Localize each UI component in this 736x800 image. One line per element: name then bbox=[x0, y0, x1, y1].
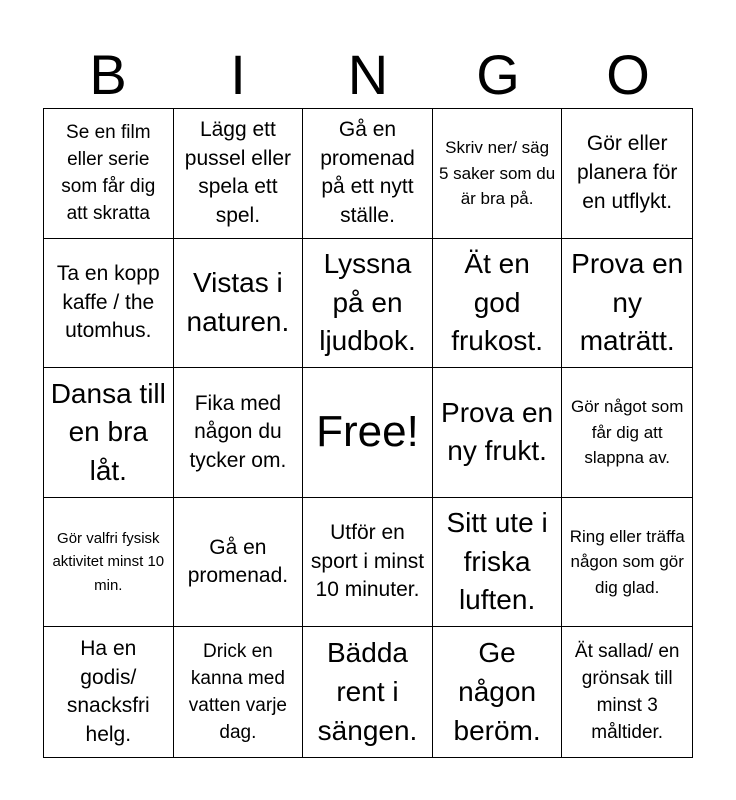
cell-text: Gör eller planera för en utflykt. bbox=[576, 132, 678, 213]
bingo-cell-7[interactable] bbox=[174, 239, 304, 369]
bingo-cell-16[interactable] bbox=[44, 498, 174, 628]
cell-text: Lyssna på en ljudbok. bbox=[319, 247, 416, 357]
bingo-cell-4[interactable] bbox=[433, 109, 563, 239]
bingo-cell-23[interactable] bbox=[303, 627, 433, 757]
bingo-cell-15[interactable] bbox=[562, 368, 692, 498]
cell-text: Prova en ny maträtt. bbox=[571, 247, 684, 357]
header-letter-n: N bbox=[347, 43, 389, 106]
bingo-cell-19[interactable] bbox=[433, 498, 563, 628]
header-letter-b: B bbox=[89, 43, 127, 106]
cell-text: Gå en promenad. bbox=[187, 535, 289, 588]
bingo-header bbox=[43, 42, 693, 108]
bingo-cell-20[interactable] bbox=[562, 498, 692, 628]
cell-text: Ta en kopp kaffe / the utomhus. bbox=[56, 262, 160, 343]
cell-text: Fika med någon du tycker om. bbox=[189, 391, 287, 472]
bingo-cell-1[interactable] bbox=[44, 109, 174, 239]
bingo-cell-22[interactable] bbox=[174, 627, 304, 757]
bingo-cell-21[interactable] bbox=[44, 627, 174, 757]
cell-text: Gå en promenad på ett nytt ställe. bbox=[320, 118, 415, 227]
cell-text: Ring eller träffa någon som gör dig glad. bbox=[569, 526, 685, 597]
header-letter-i: I bbox=[230, 43, 246, 106]
cell-text: Utför en sport i minst 10 minuter. bbox=[310, 521, 425, 602]
bingo-cell-25[interactable] bbox=[562, 627, 692, 757]
cell-text: Sitt ute i friska luften. bbox=[446, 507, 548, 616]
cell-text: Skriv ner/ säg 5 saker som du är bra på. bbox=[438, 138, 556, 209]
cell-text: Se en film eller serie som får dig att skratta bbox=[61, 121, 156, 225]
cell-text: Gör valfri fysisk aktivitet minst 10 min. bbox=[52, 530, 165, 594]
header-letter-g: G bbox=[476, 43, 520, 106]
cell-text: Gör något som får dig att slappna av. bbox=[570, 397, 684, 468]
bingo-cell-8[interactable] bbox=[303, 239, 433, 369]
bingo-cell-10[interactable] bbox=[562, 239, 692, 369]
bingo-cell-5[interactable] bbox=[562, 109, 692, 239]
bingo-cell-12[interactable] bbox=[174, 368, 304, 498]
cell-text: Bädda rent i sängen. bbox=[317, 637, 418, 746]
cell-text: Ät sallad/ en grönsak till minst 3 måltider. bbox=[574, 640, 680, 744]
bingo-cell-17[interactable] bbox=[174, 498, 304, 628]
cell-text: Drick en kanna med vatten varje dag. bbox=[188, 640, 287, 744]
header-letter-o: O bbox=[606, 43, 650, 106]
cell-text: Ge någon beröm. bbox=[453, 637, 541, 746]
bingo-cell-24[interactable] bbox=[433, 627, 563, 757]
cell-text: Vistas i naturen. bbox=[186, 267, 290, 337]
bingo-cell-2[interactable] bbox=[174, 109, 304, 239]
bingo-cell-9[interactable] bbox=[433, 239, 563, 369]
cell-text: Ha en godis/ snacksfri helg. bbox=[66, 637, 150, 746]
cell-text: Ät en god frukost. bbox=[451, 247, 543, 357]
cell-text: Dansa till en bra låt. bbox=[50, 377, 166, 486]
cell-text: Prova en ny frukt. bbox=[441, 396, 554, 467]
free-space-text: Free! bbox=[316, 407, 419, 457]
cell-text: Lägg ett pussel eller spela ett spel. bbox=[184, 118, 291, 227]
bingo-cell-6[interactable] bbox=[44, 239, 174, 369]
bingo-cell-11[interactable] bbox=[44, 368, 174, 498]
bingo-cell-3[interactable] bbox=[303, 109, 433, 239]
bingo-cell-18[interactable] bbox=[303, 498, 433, 628]
bingo-cell-14[interactable] bbox=[433, 368, 563, 498]
bingo-cell-free[interactable] bbox=[303, 368, 433, 498]
bingo-board bbox=[43, 108, 693, 758]
